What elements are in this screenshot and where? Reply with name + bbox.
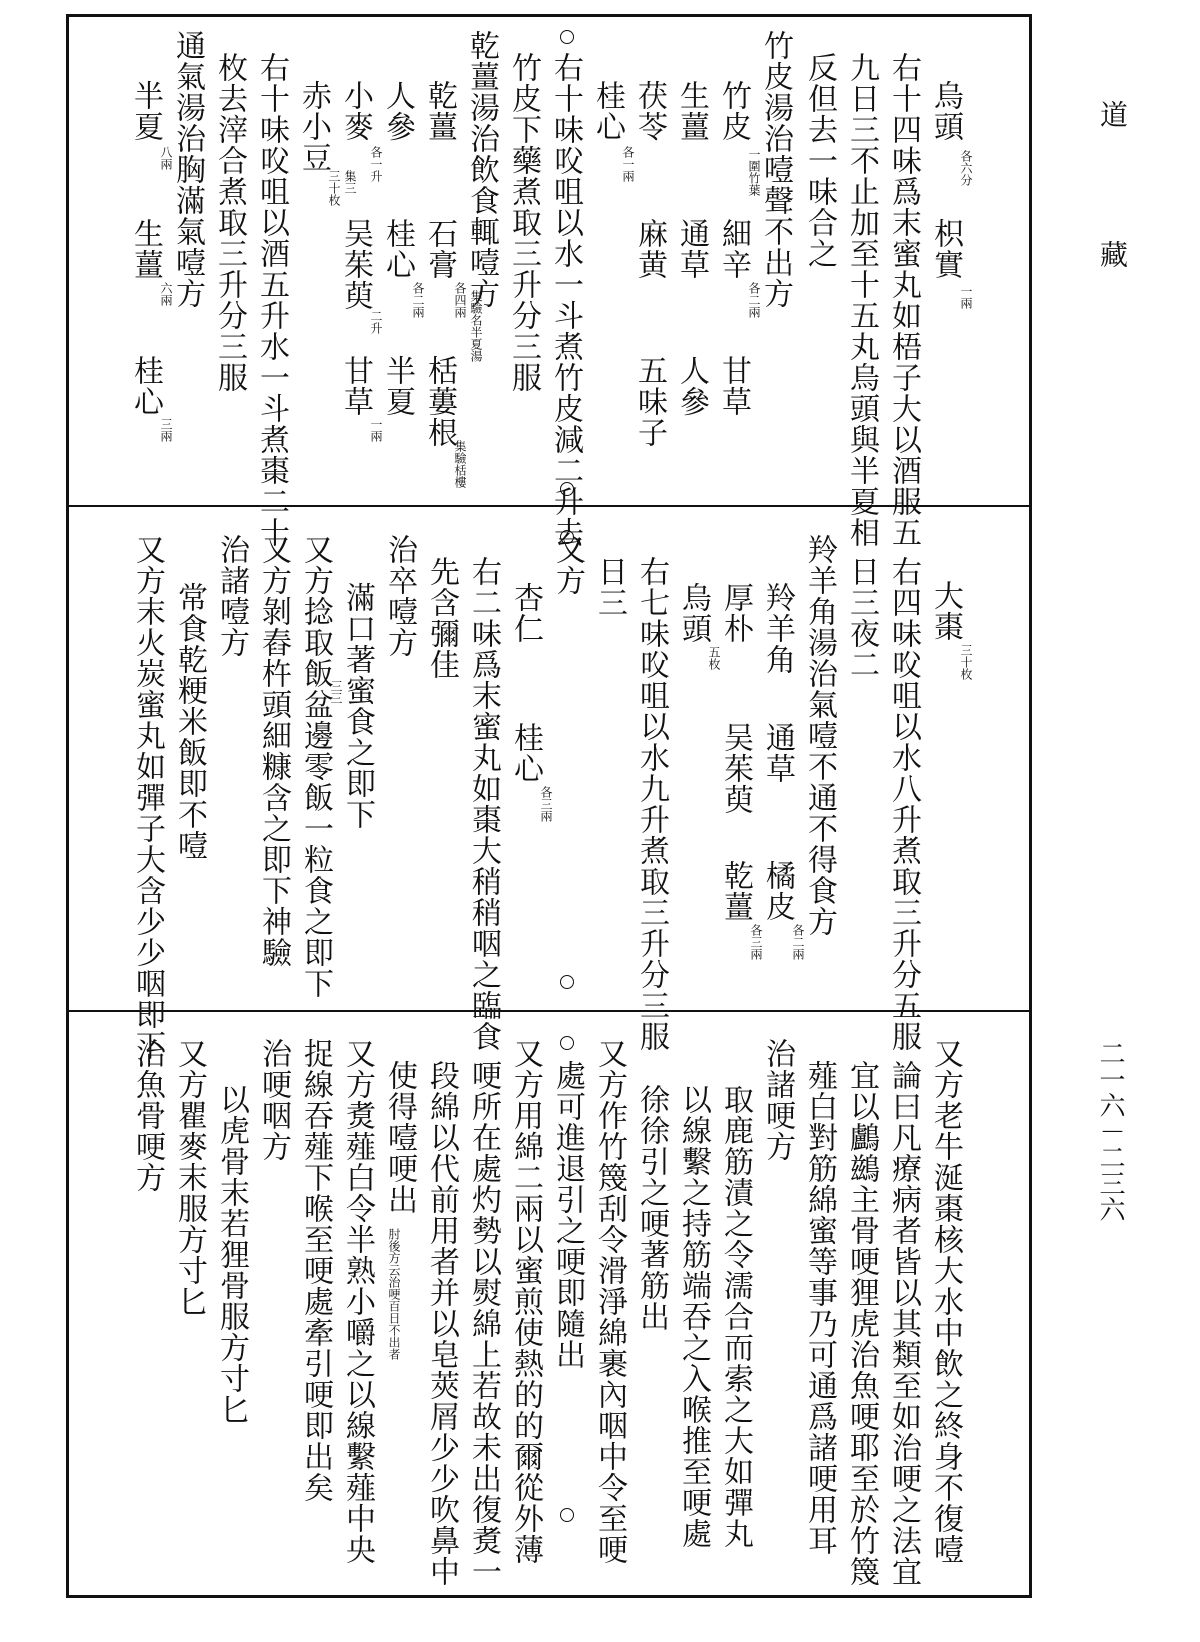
text-column: 乾薑 [718,860,753,922]
text-column: 茯苓 [632,80,667,142]
text-column: 反但去一味合之 [802,52,837,269]
text-column: 杏仁 [508,582,543,644]
text-column: 竹皮 [716,80,751,142]
annotation: 三十枚 [327,170,341,206]
text-column: 小麥 [338,80,373,142]
text-column: 五味子 [632,355,667,448]
annotation: 五枚 [707,646,721,670]
text-column: 桂心 [128,355,163,417]
text-column: 羚羊角 [760,582,795,675]
annotation: 各六分 [959,150,973,186]
annotation: 三十枚 [959,644,973,680]
annotation: 集驗栝樓 [453,440,467,488]
book-title: 道 [1096,100,1129,128]
text-column: 右四味㕮咀以水八升煮取三升分五服 [886,556,921,1052]
text-column: 人參 [674,355,709,417]
paragraph-mark [560,1508,574,1522]
text-column: 又方瞿麥末服方寸匕 [172,1038,207,1317]
text-column: 右七味㕮咀以水九升煮取三升分三服 [634,556,669,1052]
text-column: 宜以鸕鷀主骨哽狸虎治魚哽耶至於竹篾 [844,1060,879,1587]
annotation: 六兩 [159,282,173,306]
text-column: 桂心 [508,722,543,784]
text-column: 捉線吞薤下喉至哽處牽引哽即出矣 [298,1038,333,1503]
text-column: 甘草 [338,355,373,417]
text-column: 石膏 [422,218,457,280]
text-column: 吴茱萸 [718,722,753,815]
text-column: 滿口著蜜食之即下 [340,582,375,830]
text-column: 論曰凡療病者皆以其類至如治哽之法宜 [886,1060,921,1587]
text-column: 厚朴 [718,582,753,644]
annotation: 各三兩 [539,786,553,822]
text-column: 烏頭 [928,80,963,142]
paragraph-mark [560,1036,574,1050]
text-column: 枳實 [928,218,963,280]
text-column: 常食乾粳米飯即不噎 [172,582,207,861]
text-column: 烏頭 [676,582,711,644]
text-column: 右二味爲末蜜丸如棗大稍稍咽之臨食 [466,556,501,1052]
text-column: 日三 [592,556,627,618]
text-column: 大棗 [928,580,963,642]
text-column: 哽所在處灼勢以熨綿上若故未出復煑一 [466,1060,501,1587]
recipe-title: 通氣湯治胸滿氣噎方 [170,30,205,309]
annotation: 二升 [369,310,383,334]
text-column: 人參 [380,80,415,142]
text-column: 日三夜二 [844,556,879,680]
text-column: 赤小豆 [296,80,331,173]
text-column: 徐徐引之哽著筋出 [634,1084,669,1332]
recipe-title: 治諸噎方 [214,534,249,658]
text-column: 薤白對筋綿蜜等事乃可通爲諸哽用耳 [802,1060,837,1556]
text-column: 又方末火炭蜜丸如彈子大含少少咽即下 [130,534,165,1061]
recipe-title: 竹皮湯治噎聲不出方 [758,30,793,309]
recipe-title: 治哽咽方 [256,1038,291,1162]
text-column: 乾薑 [422,80,457,142]
annotation: 集驗名半夏湯 [469,290,483,362]
collection-label: 藏 [1096,240,1129,268]
text-column: 細辛 [716,218,751,280]
annotation: 一兩 [959,285,973,309]
text-column: 九日三不止加至十五丸烏頭與半夏相 [844,52,879,548]
paragraph-mark [560,482,574,496]
text-column: 半夏 [128,80,163,142]
annotation: 三兩 [159,418,173,442]
annotation: 肘後方云治哽百日不出者 [387,1228,401,1360]
text-column: 桂心 [380,218,415,280]
recipe-title: 治卒噎方 [382,534,417,658]
text-column: 又方煑薤白令半熟小嚼之以線繫薤中央 [340,1038,375,1565]
text-column: 桂心 [590,80,625,142]
paragraph-mark [560,30,574,44]
recipe-title: 乾薑湯治飲食輒噎方 [464,30,499,309]
annotation: 各一兩 [621,146,635,182]
text-column: 又方老牛涎棗核大水中飲之終身不復噎 [928,1038,963,1565]
paragraph-mark [560,975,574,989]
text-column: 栝蔞根 [422,355,457,448]
text-column: 右十四味爲末蜜丸如梧子大以酒服五 [886,52,921,548]
annotation: 集三 [343,170,357,194]
text-column: 右十味㕮咀以水一斗煮竹皮減二升去 [548,52,583,548]
recipe-title: 治魚骨哽方 [130,1038,165,1193]
annotation: 各二兩 [791,924,805,960]
text-column: 以虎骨末若狸骨服方寸匕 [214,1084,249,1425]
text-column: 右十味㕮咀以酒五升水一斗煮棗二十 [254,52,289,548]
page-number: 二一六－二三六 [1095,1040,1125,1222]
text-column: 使得噎哽出 [382,1060,417,1215]
recipe-title: 又方 [550,534,585,596]
text-column: 以線繫之持筋端吞之入喉推至哽處 [676,1084,711,1549]
annotation: 一圍竹葉 [747,148,761,196]
text-column: 半夏 [380,355,415,417]
text-column: 橘皮 [760,860,795,922]
annotation: 八兩 [159,146,173,170]
text-column: 又方用綿二兩以蜜煎使熱的的爾從外薄 [508,1038,543,1565]
text-column: 麻黄 [632,218,667,280]
text-column: 又方作竹篾刮令滑淨綿裹內咽中令至哽 [592,1038,627,1565]
text-column: 先含彌佳 [424,556,459,680]
annotation: 各一升 [369,146,383,182]
text-column: 竹皮下藥煮取三升分三服 [506,52,541,393]
text-column: 又方剝舂杵頭細糠含之即下神驗 [256,534,291,968]
text-column: 又方捻取飯盆邊零飯一粒食之即下 [298,534,333,999]
recipe-title: 羚羊角湯治氣噎不通不得食方 [802,534,837,937]
text-column: 取鹿筋漬之令濡合而索之大如彈丸 [718,1084,753,1549]
text-column: 通草 [674,218,709,280]
annotation: 一兩 [369,418,383,442]
text-column: 段綿以代前用者并以皂莢屑少少吹鼻中 [424,1060,459,1587]
recipe-title: 治諸哽方 [760,1038,795,1162]
annotation: 各四兩 [453,282,467,318]
text-column: 吴茱萸 [338,218,373,311]
text-column: 通草 [760,722,795,784]
text-column: 生薑 [128,218,163,280]
annotation: 各二兩 [747,282,761,318]
text-column: 枚去滓合煮取三升分三服 [212,52,247,393]
text-column: 甘草 [716,355,751,417]
annotation: 三三 [329,680,343,704]
annotation: 各二兩 [411,282,425,318]
text-column: 處可進退引之哽即隨出 [550,1060,585,1370]
text-column: 生薑 [674,80,709,142]
annotation: 各三兩 [749,924,763,960]
